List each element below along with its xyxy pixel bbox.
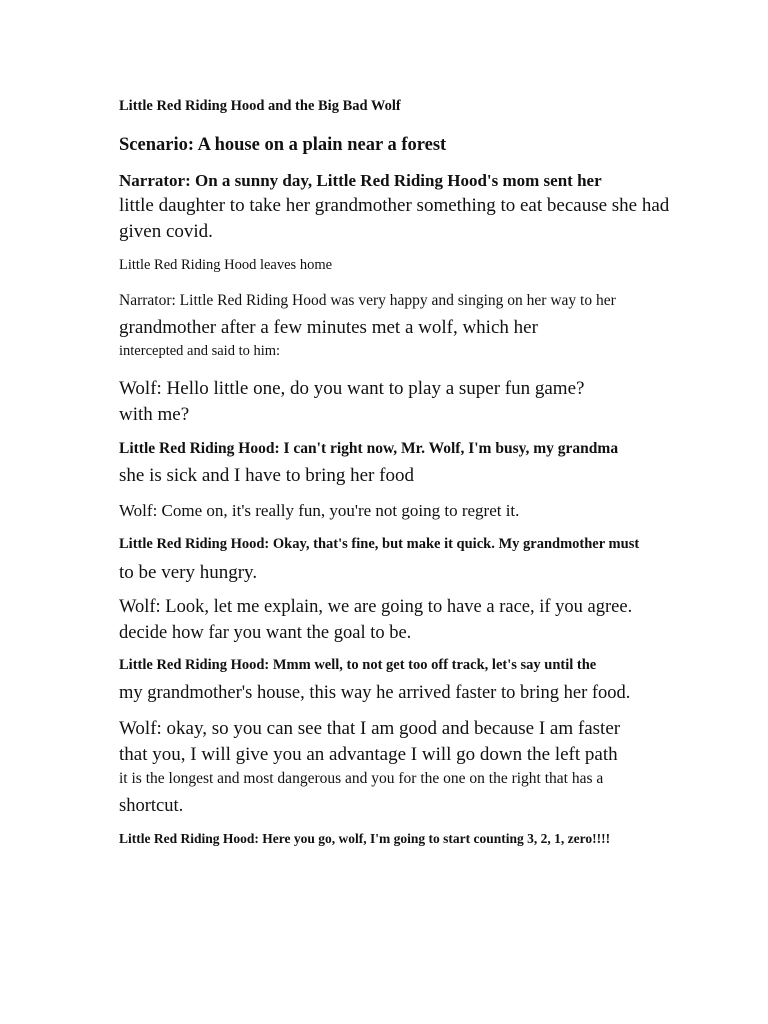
lrrh-line-2b: to be very hungry. <box>119 562 258 583</box>
wolf-line-4c: it is the longest and most dangerous and you for the one on the right that has a <box>119 770 604 787</box>
lrrh-line-1b: she is sick and I have to bring her food <box>119 465 414 486</box>
narrator-second-line-1: Narrator: Little Red Riding Hood was very happy and singing on her way to her <box>119 292 616 309</box>
wolf-line-4a: Wolf: okay, so you can see that I am good and because I am faster <box>119 718 621 739</box>
wolf-line-1b: with me? <box>119 404 190 425</box>
stage-direction: Little Red Riding Hood leaves home <box>119 257 333 273</box>
wolf-line-2: Wolf: Come on, it's really fun, you're not going to regret it. <box>119 501 520 520</box>
wolf-line-3a: Wolf: Look, let me explain, we are going to have a race, if you agree. <box>119 597 633 617</box>
narrator-intro-line-2: little daughter to take her grandmother something to eat because she had <box>119 195 670 216</box>
narrator-second-line-2: grandmother after a few minutes met a wolf, which her <box>119 317 538 338</box>
wolf-line-1a: Wolf: Hello little one, do you want to play a super fun game? <box>119 378 585 399</box>
wolf-line-3b: decide how far you want the goal to be. <box>119 623 412 643</box>
narrator-intro-line-1: Narrator: On a sunny day, Little Red Riding Hood's mom sent her <box>119 171 602 190</box>
narrator-second-line-3: intercepted and said to him: <box>119 343 281 359</box>
wolf-line-4d: shortcut. <box>119 796 184 816</box>
wolf-line-4b: that you, I will give you an advantage I will go down the left path <box>119 744 618 765</box>
lrrh-line-2a: Little Red Riding Hood: Okay, that's fine, but make it quick. My grandmother must <box>119 536 640 552</box>
document-title: Little Red Riding Hood and the Big Bad Wolf <box>119 98 401 114</box>
scenario-heading: Scenario: A house on a plain near a forest <box>119 135 447 155</box>
lrrh-line-1a: Little Red Riding Hood: I can't right now, Mr. Wolf, I'm busy, my grandma <box>119 440 619 457</box>
lrrh-line-3a: Little Red Riding Hood: Mmm well, to not get too off track, let's say until the <box>119 657 597 673</box>
narrator-intro-line-3: given covid. <box>119 221 213 242</box>
lrrh-line-3b: my grandmother's house, this way he arrived faster to bring her food. <box>119 683 631 703</box>
lrrh-line-4: Little Red Riding Hood: Here you go, wolf, I'm going to start counting 3, 2, 1, zero!!!! <box>119 831 611 846</box>
